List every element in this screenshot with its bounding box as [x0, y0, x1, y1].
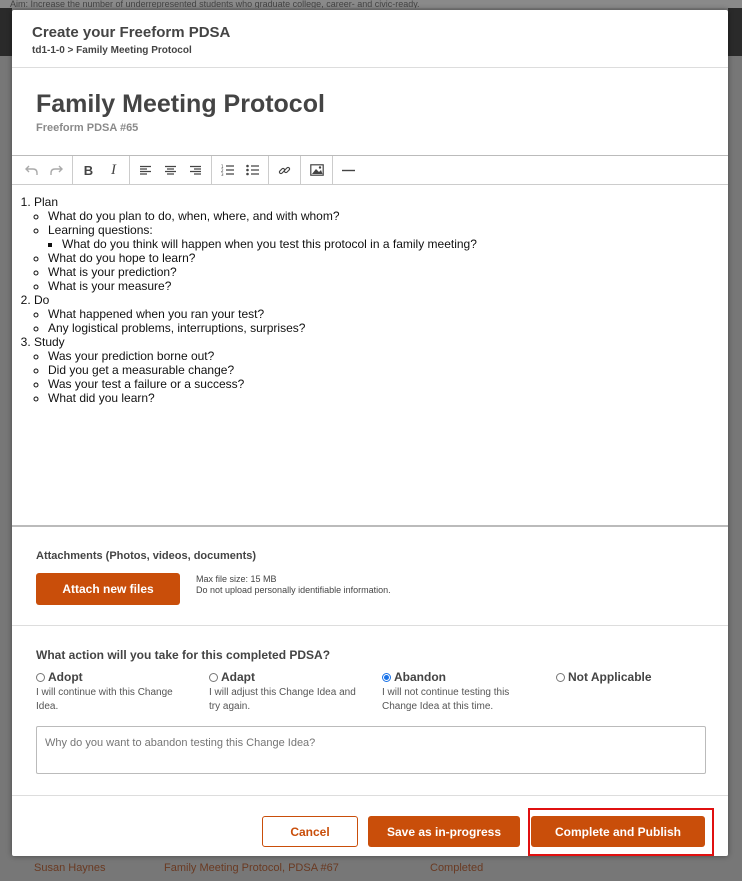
background-left-panel: [0, 56, 12, 881]
document-subtitle: Freeform PDSA #65: [36, 122, 139, 134]
study-list: [34, 349, 728, 405]
option-label: Not Applicable: [568, 670, 652, 684]
section-label: Study: [34, 335, 65, 349]
pdsa-modal: [12, 10, 728, 856]
modal-header: [12, 10, 728, 68]
toolbar-format-group: [73, 156, 130, 185]
align-right-icon[interactable]: [183, 156, 208, 185]
option-head: [209, 670, 369, 684]
sub-list: [48, 237, 728, 251]
list-item: ◦ Was your prediction borne out?: [48, 349, 728, 363]
list-item: ◦ What is your measure?: [48, 279, 728, 293]
background-header-left: [0, 8, 12, 56]
option-head: [36, 670, 196, 684]
background-header-right: [728, 8, 742, 56]
max-size-note: Max file size: 15 MB: [196, 574, 277, 584]
option-description: I will adjust this Change Idea and try again.: [209, 687, 356, 712]
svg-text:2: 2: [220, 168, 224, 173]
list-item: ◦ What do you plan to do, when, where, and with whom?: [48, 209, 728, 223]
option-not-applicable[interactable]: [556, 670, 716, 684]
svg-text:1: 1: [220, 164, 224, 169]
svg-text:3: 3: [220, 172, 224, 176]
option-head: [382, 670, 542, 684]
background-bottom-status: Completed: [430, 862, 484, 874]
section-label: Do: [34, 293, 50, 307]
option-label: Adopt: [48, 670, 83, 684]
list-item: ◦ Any logistical problems, interruptions, surprises?: [48, 321, 728, 335]
adapt-radio[interactable]: [209, 673, 218, 682]
option-label: Adapt: [221, 670, 255, 684]
link-icon[interactable]: [272, 156, 297, 185]
abandon-radio[interactable]: [382, 673, 391, 682]
attachments-note: [196, 574, 391, 596]
section-do: [34, 293, 728, 335]
background-bottom-author: Susan Haynes: [34, 862, 106, 874]
ordered-list-icon[interactable]: [215, 156, 240, 185]
footer-divider: [12, 795, 728, 796]
list-item: ◦ What do you hope to learn?: [48, 251, 728, 265]
list-item: ▪ What do you think will happen when you test this protocol in a family meeting?: [62, 237, 728, 251]
option-head: [556, 670, 716, 684]
undo-icon[interactable]: [19, 156, 44, 185]
pdsa-outline: [20, 195, 728, 405]
horizontal-rule-icon[interactable]: [336, 156, 361, 185]
italic-glyph: I: [111, 161, 116, 178]
option-description: I will not continue testing this Change Idea at this time.: [382, 687, 510, 712]
list-item: ◦ Was your test a failure or a success?: [48, 377, 728, 391]
background-bottom-row: [12, 856, 728, 881]
modal-title: Create your Freeform PDSA: [32, 24, 231, 41]
list-item: ◦ Did you get a measurable change?: [48, 363, 728, 377]
action-question: What action will you take for this completed PDSA?: [36, 648, 331, 662]
section-label: Plan: [34, 195, 59, 209]
abandon-reason-textarea[interactable]: [36, 726, 706, 774]
image-icon[interactable]: [304, 156, 329, 185]
publish-highlight-box: [528, 808, 714, 856]
complete-publish-button[interactable]: Complete and Publish: [531, 816, 705, 847]
toolbar-align-group: [130, 156, 212, 185]
bullet-list-icon[interactable]: [240, 156, 265, 185]
attachments-section: [12, 530, 728, 626]
plan-list: [34, 209, 728, 293]
toolbar-link-group: [269, 156, 301, 185]
section-plan: [34, 195, 728, 293]
bold-icon[interactable]: [76, 156, 101, 185]
attachments-label: Attachments (Photos, videos, documents): [36, 550, 257, 562]
document-title: Family Meeting Protocol: [36, 90, 325, 118]
toolbar-image-group: [301, 156, 333, 185]
editor-content[interactable]: [12, 185, 728, 405]
list-item: [48, 223, 728, 251]
rich-text-editor[interactable]: [12, 155, 728, 527]
align-center-icon[interactable]: [158, 156, 183, 185]
option-abandon[interactable]: [382, 670, 542, 714]
section-study: [34, 335, 728, 405]
adopt-radio[interactable]: [36, 673, 45, 682]
toolbar-rule-group: [333, 156, 364, 185]
save-in-progress-button[interactable]: Save as in-progress: [368, 816, 520, 847]
list-item: ◦ What is your prediction?: [48, 265, 728, 279]
attach-files-button[interactable]: Attach new files: [36, 573, 180, 605]
do-list: [34, 307, 728, 335]
align-left-icon[interactable]: [133, 156, 158, 185]
cancel-button[interactable]: Cancel: [262, 816, 358, 847]
italic-icon[interactable]: [101, 156, 126, 185]
option-adapt[interactable]: [209, 670, 369, 714]
toolbar-list-group: [212, 156, 269, 185]
privacy-note: Do not upload personally identifiable information.: [196, 585, 391, 595]
not-applicable-radio[interactable]: [556, 673, 565, 682]
toolbar-history-group: [16, 156, 73, 185]
option-adopt[interactable]: [36, 670, 196, 714]
background-right-panel: [728, 56, 742, 881]
list-item: ◦ What did you learn?: [48, 391, 728, 405]
bold-glyph: B: [83, 162, 94, 178]
background-bottom-title: Family Meeting Protocol, PDSA #67: [164, 862, 339, 874]
background-aim-text: Aim: Increase the number of underrepresented students who graduate college, career- and civic-ready.: [0, 0, 742, 8]
option-description: I will continue with this Change Idea.: [36, 687, 173, 712]
redo-icon[interactable]: [44, 156, 69, 185]
option-label: Abandon: [394, 670, 446, 684]
editor-toolbar: [12, 156, 728, 185]
list-item-text: Learning questions:: [48, 223, 153, 237]
list-item: ◦ What happened when you ran your test?: [48, 307, 728, 321]
breadcrumb: td1-1-0 > Family Meeting Protocol: [32, 45, 192, 56]
